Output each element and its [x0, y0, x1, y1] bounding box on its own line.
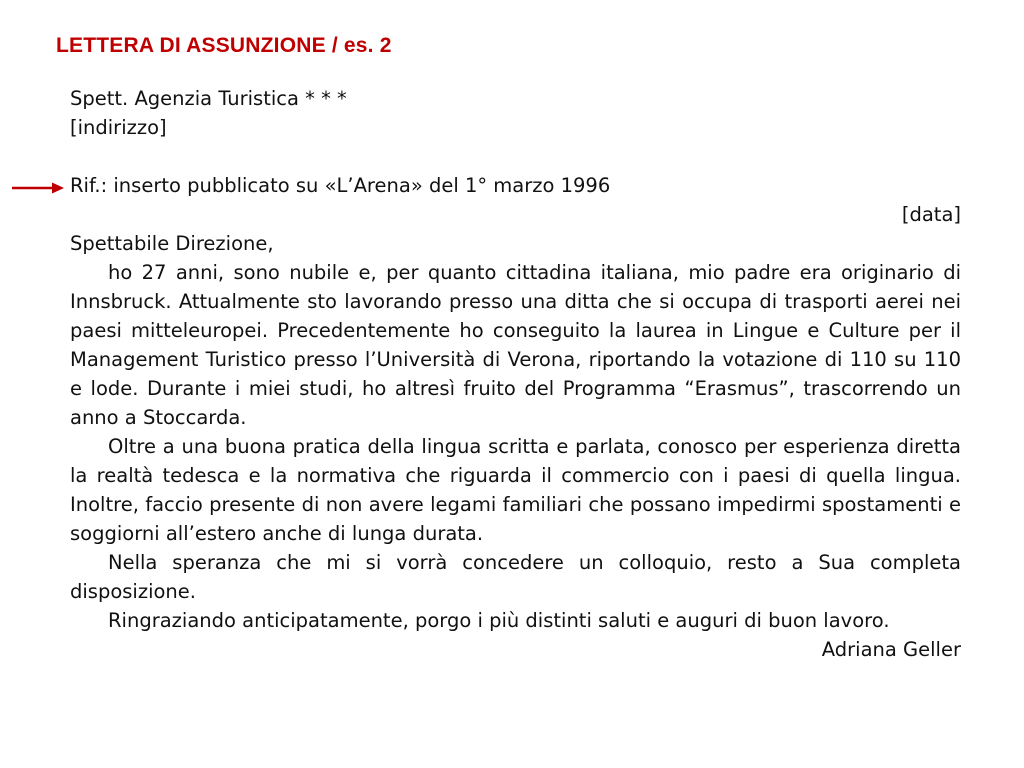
page-title: LETTERA DI ASSUNZIONE / es. 2 — [56, 34, 392, 57]
date: [data] — [901, 203, 961, 226]
recipient: Spett. Agenzia Turistica * * * — [70, 87, 347, 110]
address: [indirizzo] — [70, 116, 167, 139]
right-arrow-icon — [12, 181, 64, 195]
spacer — [70, 142, 961, 171]
letter-body — [70, 84, 961, 664]
paragraph-1: ho 27 anni, sono nubile e, per quanto cittadina italiana, mio padre era originario di Innsbruck. Attualmente sto lavorando presso una ditta che si occupa di trasporti aerei nei paesi mitteleuropei. Precedentemente ho conseguito la laurea in Lingue e Culture per il Management Turistico presso l’Università di Verona, riportando la votazione di 110 su 110 e lode. Durante i miei studi, ho altresì fruito del Programma “Erasmus”, trascorrendo un anno a Stoccarda. — [70, 261, 961, 429]
salutation: Spettabile Direzione, — [70, 232, 274, 255]
paragraph-4: Ringraziando anticipatamente, porgo i più distinti saluti e auguri di buon lavoro. — [108, 609, 890, 632]
reference-line: Rif.: inserto pubblicato su «L’Arena» del 1° marzo 1996 — [70, 174, 611, 197]
signature: Adriana Geller — [821, 638, 961, 661]
paragraph-3: Nella speranza che mi si vorrà concedere un colloquio, resto a Sua completa disposizione. — [70, 551, 961, 603]
paragraph-2: Oltre a una buona pratica della lingua scritta e parlata, conosco per esperienza diretta la realtà tedesca e la normativa che riguarda il commercio con i paesi di quella lingua. Inoltre, faccio presente di non avere legami familiari che possano impedirmi spostamenti e soggiorni all’estero anche di lunga durata. — [70, 435, 961, 545]
